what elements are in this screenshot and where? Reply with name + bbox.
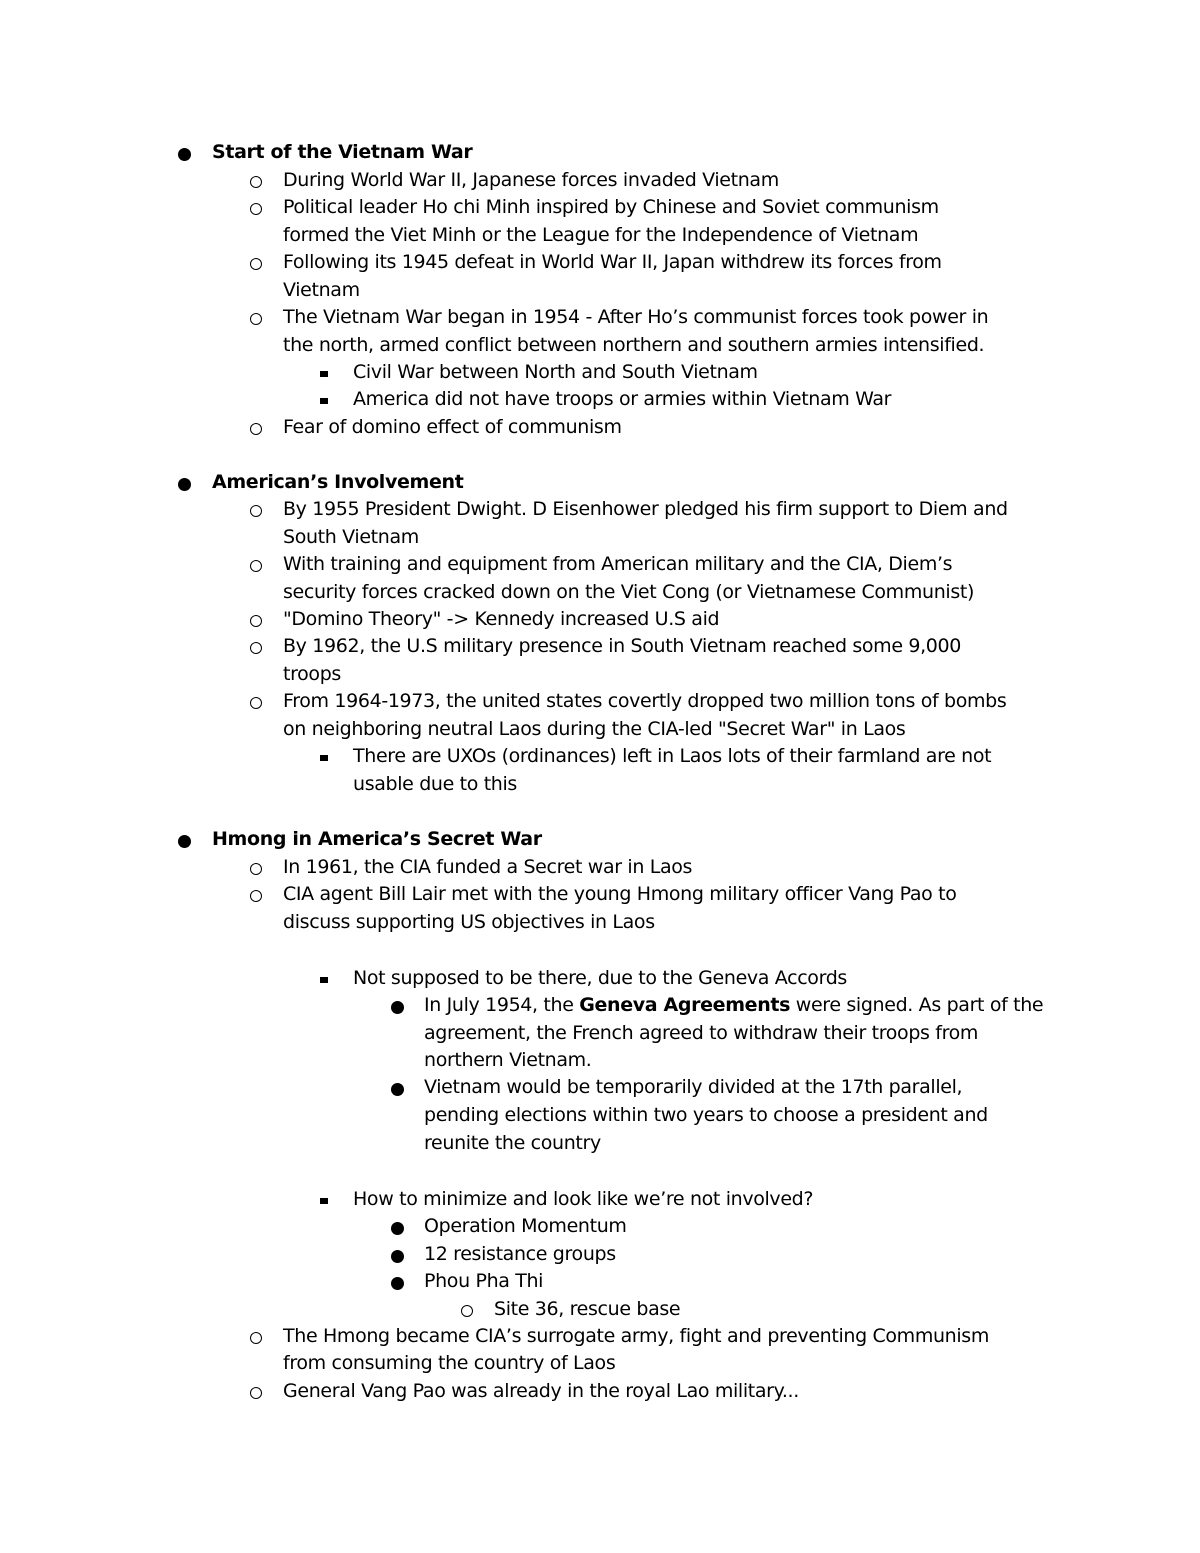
list-item-text: security forces cracked down on the Viet Cong (or Vietnamese Communist) [283, 581, 975, 603]
list-item-text: Vietnam would be temporarily divided at the 17th parallel, [424, 1076, 963, 1098]
list-item-text: Phou Pha Thi [424, 1270, 544, 1292]
circle-bullet-icon [461, 1305, 473, 1317]
list-item-text [424, 992, 1043, 1019]
circle-bullet-icon [250, 863, 262, 875]
disc-bullet-icon [391, 1001, 404, 1014]
disc-bullet-icon [178, 478, 191, 491]
list-item-text: Not supposed to be there, due to the Geneva Accords [353, 967, 847, 989]
circle-bullet-icon [250, 697, 262, 709]
list-item-text: northern Vietnam. [424, 1049, 592, 1071]
square-bullet-icon [320, 977, 328, 983]
list-item-text: troops [283, 663, 341, 685]
list-item-text: During World War II, Japanese forces invaded Vietnam [283, 169, 779, 191]
circle-bullet-icon [250, 642, 262, 654]
circle-bullet-icon [250, 423, 262, 435]
list-item-text: 12 resistance groups [424, 1243, 616, 1265]
list-item-text: The Hmong became CIA’s surrogate army, fight and preventing Communism [283, 1325, 989, 1347]
list-item-text: formed the Viet Minh or the League for the Independence of Vietnam [283, 224, 919, 246]
circle-bullet-icon [250, 560, 262, 572]
list-item-text: General Vang Pao was already in the royal Lao military... [283, 1380, 799, 1402]
list-item-text: Political leader Ho chi Minh inspired by Chinese and Soviet communism [283, 196, 939, 218]
section-heading: Start of the Vietnam War [212, 141, 473, 163]
circle-bullet-icon [250, 258, 262, 270]
circle-bullet-icon [250, 203, 262, 215]
circle-bullet-icon [250, 615, 262, 627]
disc-bullet-icon [178, 835, 191, 848]
list-item-text: "Domino Theory" -> Kennedy increased U.S aid [283, 608, 720, 630]
disc-bullet-icon [391, 1250, 404, 1263]
list-item-text: The Vietnam War began in 1954 - After Ho’s communist forces took power in [283, 306, 989, 328]
circle-bullet-icon [250, 1332, 262, 1344]
list-item-text: agreement, the French agreed to withdraw their troops from [424, 1022, 979, 1044]
list-item-text: Following its 1945 defeat in World War II, Japan withdrew its forces from [283, 251, 942, 273]
text-segment: In July 1954, the [424, 994, 580, 1016]
text-segment: were signed. As part of the [790, 994, 1044, 1016]
list-item-text: from consuming the country of Laos [283, 1352, 616, 1374]
list-item-text: Vietnam [283, 279, 360, 301]
list-item-text: reunite the country [424, 1132, 601, 1154]
disc-bullet-icon [178, 148, 191, 161]
list-item-text: There are UXOs (ordinances) left in Laos lots of their farmland are not [353, 745, 992, 767]
circle-bullet-icon [250, 505, 262, 517]
circle-bullet-icon [250, 890, 262, 902]
list-item-text: How to minimize and look like we’re not involved? [353, 1188, 814, 1210]
list-item-text: America did not have troops or armies within Vietnam War [353, 388, 892, 410]
list-item-text: From 1964-1973, the united states covertly dropped two million tons of bombs [283, 690, 1007, 712]
disc-bullet-icon [391, 1277, 404, 1290]
list-item-text: With training and equipment from American military and the CIA, Diem’s [283, 553, 953, 575]
list-item-text: Operation Momentum [424, 1215, 627, 1237]
section-heading: American’s Involvement [212, 471, 464, 493]
list-item-text: By 1955 President Dwight. D Eisenhower pledged his firm support to Diem and [283, 498, 1008, 520]
list-item-text: pending elections within two years to choose a president and [424, 1104, 988, 1126]
section-heading: Hmong in America’s Secret War [212, 828, 542, 850]
square-bullet-icon [320, 1198, 328, 1204]
circle-bullet-icon [250, 313, 262, 325]
list-item-text: CIA agent Bill Lair met with the young Hmong military officer Vang Pao to [283, 883, 957, 905]
list-item-text: discuss supporting US objectives in Laos [283, 911, 655, 933]
list-item-text: the north, armed conflict between northern and southern armies intensified. [283, 334, 985, 356]
disc-bullet-icon [391, 1222, 404, 1235]
list-item-text: By 1962, the U.S military presence in South Vietnam reached some 9,000 [283, 635, 962, 657]
circle-bullet-icon [250, 176, 262, 188]
list-item-text: usable due to this [353, 773, 517, 795]
disc-bullet-icon [391, 1083, 404, 1096]
square-bullet-icon [320, 398, 328, 404]
list-item-text: Fear of domino effect of communism [283, 416, 622, 438]
list-item-text: Site 36, rescue base [494, 1298, 681, 1320]
list-item-text: on neighboring neutral Laos during the CIA-led "Secret War" in Laos [283, 718, 906, 740]
list-item-text: Civil War between North and South Vietnam [353, 361, 758, 383]
square-bullet-icon [320, 755, 328, 761]
bold-term: Geneva Agreements [579, 994, 791, 1016]
square-bullet-icon [320, 371, 328, 377]
list-item-text: In 1961, the CIA funded a Secret war in Laos [283, 856, 693, 878]
circle-bullet-icon [250, 1387, 262, 1399]
list-item-text: South Vietnam [283, 526, 419, 548]
